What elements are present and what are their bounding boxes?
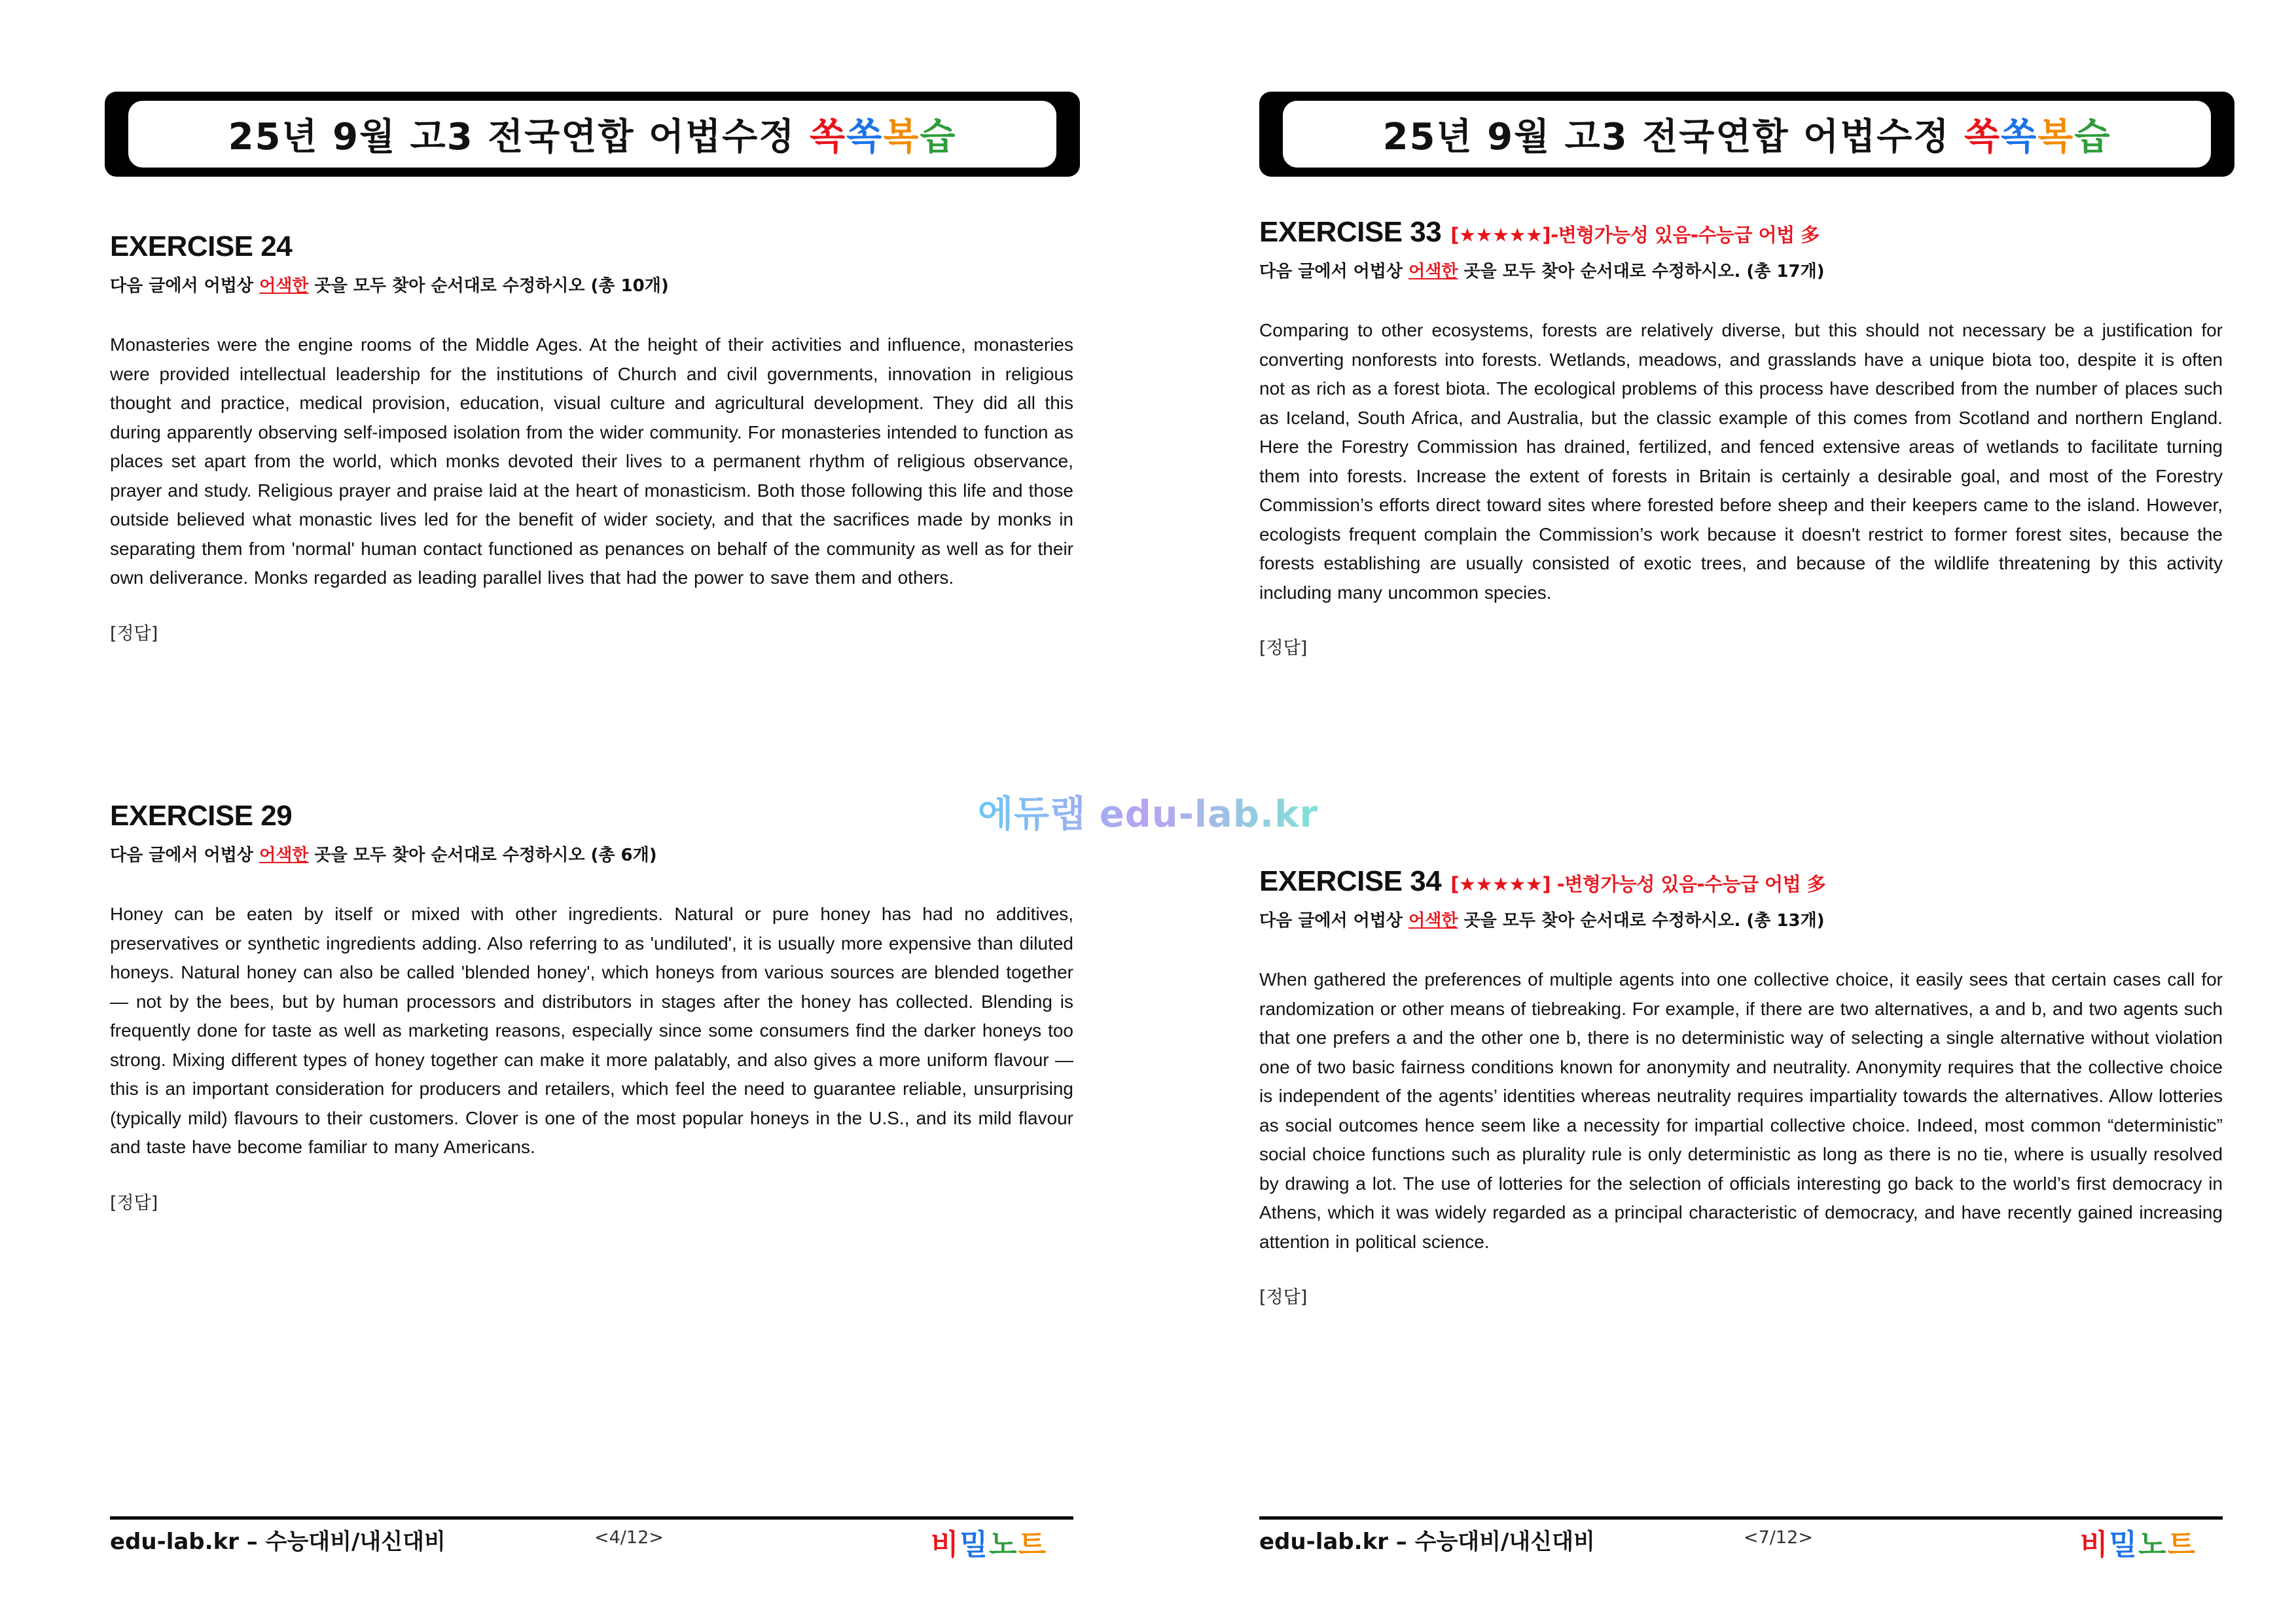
page-number: <7/12> xyxy=(1744,1527,1813,1548)
logo-char: 밀 xyxy=(960,1528,989,1561)
exercise-difficulty-note: [★★★★★]-변형가능성 있음-수능급 어법 多 xyxy=(1450,224,1820,246)
footer-divider xyxy=(1259,1516,2223,1520)
answer-label: [정답] xyxy=(110,1192,158,1213)
instruction-emphasis: 어색한 xyxy=(1408,262,1458,281)
logo-char: 밀 xyxy=(2109,1528,2138,1561)
exercise-instruction xyxy=(110,842,1073,866)
logo-char: 트 xyxy=(2167,1528,2197,1561)
watermark-text: 에듀랩 edu-lab.kr xyxy=(977,793,1319,836)
header-banner xyxy=(105,92,1080,177)
exercise-difficulty-note: [★★★★★] -변형가능성 있음-수능급 어법 多 xyxy=(1450,873,1826,895)
brand-logo xyxy=(2080,1521,2197,1563)
banner-title-char: 습 xyxy=(920,116,957,158)
footer-divider xyxy=(110,1516,1073,1520)
banner-title-char: 복 xyxy=(883,116,920,158)
logo-char: 비 xyxy=(2079,1528,2109,1561)
instruction-text: 다음 글에서 어법상 xyxy=(110,846,260,865)
logo-char: 노 xyxy=(988,1528,1018,1561)
page-number: <4/12> xyxy=(594,1527,664,1548)
instruction-text: 곳을 모두 찾아 순서대로 수정하시오 (총 6개) xyxy=(308,846,657,865)
exercise-instruction xyxy=(110,272,1073,296)
exercise-title: EXERCISE 29 xyxy=(110,800,293,832)
instruction-text: 곳을 모두 찾아 순서대로 수정하시오. (총 13개) xyxy=(1458,911,1825,931)
answer-label: [정답] xyxy=(110,623,158,644)
exercise-passage: Comparing to other ecosystems, forests are relatively diverse, but this should not necessary be a justification for converting nonforests into forests. Wetlands, meadows, and grasslands have a unique biota too, despite it is often not as rich as a forest biota. The ecological problems of this process have described from the number of places such as Iceland, South Africa, and Australia, but the classic example of this comes from Scotland and northern England. Here the Forestry Commission has drained, fertilized, and fenced extensive areas of wetlands to facilitate turning them into forests. Increase the extent of forests in Britain is certainly a desirable goal, and most of the Forestry Commission’s efforts direct toward sites where forested before sheep and their keepers came to the island. However, ecologists frequent complain the Commission’s work because it doesn't restrict to former forest sites, because the forests establishing are usually consisted of exotic trees, and because of the wildlife threatening by this activity including many uncommon species. xyxy=(1259,320,2223,603)
banner-title-char: 쏙 xyxy=(2001,116,2038,158)
banner-title xyxy=(228,108,957,160)
exercise-title: EXERCISE 33 xyxy=(1259,216,1442,248)
answer-label: [정답] xyxy=(1259,1287,1308,1308)
instruction-text: 다음 글에서 어법상 xyxy=(1259,262,1409,281)
answer-label: [정답] xyxy=(1259,638,1308,658)
logo-char: 트 xyxy=(1018,1528,1047,1561)
exercise-passage: Monasteries were the engine rooms of the Middle Ages. At the height of their activities and influence, monasteries were provided intellectual leadership for the institutions of Church and civil governments, innovation in religious thought and practice, medical provision, education, visual culture and agricultural development. They did all this during apparently observing self-imposed isolation from the wider community. For monasteries intended to function as places set apart from the world, which monks devoted their lives to a permanent rhythm of religious observance, prayer and study. Religious prayer and praise laid at the heart of monasticism. Both those following this life and those outside believed what monastic lives led for the benefit of wider society, and that the sacrifices made by monks in separating them from 'normal' human contact functioned as penances on behalf of the community as well as for their own deliverance. Monks regarded as leading parallel lives that had the power to save them and others. xyxy=(110,334,1073,588)
footer xyxy=(1259,1524,2223,1561)
exercise-title: EXERCISE 34 xyxy=(1259,865,1442,897)
banner-title-main: 25년 9월 고3 전국연합 어법수정 xyxy=(1382,116,1964,158)
banner-title-char: 쏙 xyxy=(809,116,847,158)
instruction-text: 곳을 모두 찾아 순서대로 수정하시오 (총 10개) xyxy=(308,276,669,296)
exercise-block xyxy=(110,230,1073,645)
footer-site: edu-lab.kr – 수능대비/내신대비 xyxy=(110,1529,446,1555)
exercise-title: EXERCISE 24 xyxy=(110,230,293,262)
exercise-instruction xyxy=(1259,258,2223,282)
banner-title-char: 쏙 xyxy=(846,116,884,158)
exercise-instruction xyxy=(1259,907,2223,931)
header-banner xyxy=(1259,92,2234,177)
instruction-emphasis: 어색한 xyxy=(259,276,309,296)
exercise-passage: Honey can be eaten by itself or mixed with other ingredients. Natural or pure honey has had no additives, preservatives or synthetic ingredients adding. Also referring to as 'undiluted', it is usually more expensive than diluted honeys. Natural honey can also be called 'blended honey', which honeys from various sources are blended together — not by the bees, but by human processors and distributors in stages after the honey has collected. Blending is frequently done for taste as well as marketing reasons, especially since some consumers find the darker honeys too strong. Mixing different types of honey together can make it more palatably, and also gives a more uniform flavour — this is an important consideration for producers and retailers, which feel the need to guarantee reliable, unsurprising (typically mild) flavours to their customers. Clover is one of the most popular honeys in the U.S., and its mild flavour and taste have become familiar to many Americans. xyxy=(110,904,1073,1157)
banner-title-char: 쏙 xyxy=(1964,116,2001,158)
instruction-text: 곳을 모두 찾아 순서대로 수정하시오. (총 17개) xyxy=(1458,262,1825,281)
footer xyxy=(110,1524,1073,1561)
instruction-emphasis: 어색한 xyxy=(1408,911,1458,931)
exercise-block xyxy=(1259,216,2223,659)
logo-char: 노 xyxy=(2138,1528,2168,1561)
banner-title-main: 25년 9월 고3 전국연합 어법수정 xyxy=(228,116,810,158)
exercise-block xyxy=(1259,865,2223,1308)
watermark xyxy=(0,785,2296,838)
banner-title-char: 복 xyxy=(2037,116,2075,158)
instruction-emphasis: 어색한 xyxy=(259,846,309,865)
banner-title xyxy=(1383,108,2111,160)
banner-title-char: 습 xyxy=(2074,116,2111,158)
exercise-passage: When gathered the preferences of multiple agents into one collective choice, it easily sees that certain cases call for randomization or other means of tiebreaking. For example, if there are two alternatives, a and b, and two agents such that one prefers a and the other one b, there is no deterministic way of selecting a single alternative without violation one of two basic fairness conditions known for anonymity and neutrality. Anonymity requires that the collective choice is independent of the agents’ identities whereas neutrality requires impartiality towards the alternatives. Allow lotteries as social outcomes hence seem like a necessity for impartial collective choice. Indeed, most common “deterministic” social choice functions such as plurality rule is only deterministic as long as there is no tie, where is usually resolved by drawing a lot. The use of lotteries for the selection of officials interesting go back to the world’s first democracy in Athens, which it was widely regarded as a principal characteristic of democracy, and have recently gained increasing attention in political science. xyxy=(1259,969,2223,1252)
logo-char: 비 xyxy=(930,1528,960,1561)
instruction-text: 다음 글에서 어법상 xyxy=(110,276,260,296)
exercise-block xyxy=(110,800,1073,1214)
footer-site: edu-lab.kr – 수능대비/내신대비 xyxy=(1259,1529,1595,1555)
brand-logo xyxy=(931,1521,1047,1563)
instruction-text: 다음 글에서 어법상 xyxy=(1259,911,1409,931)
